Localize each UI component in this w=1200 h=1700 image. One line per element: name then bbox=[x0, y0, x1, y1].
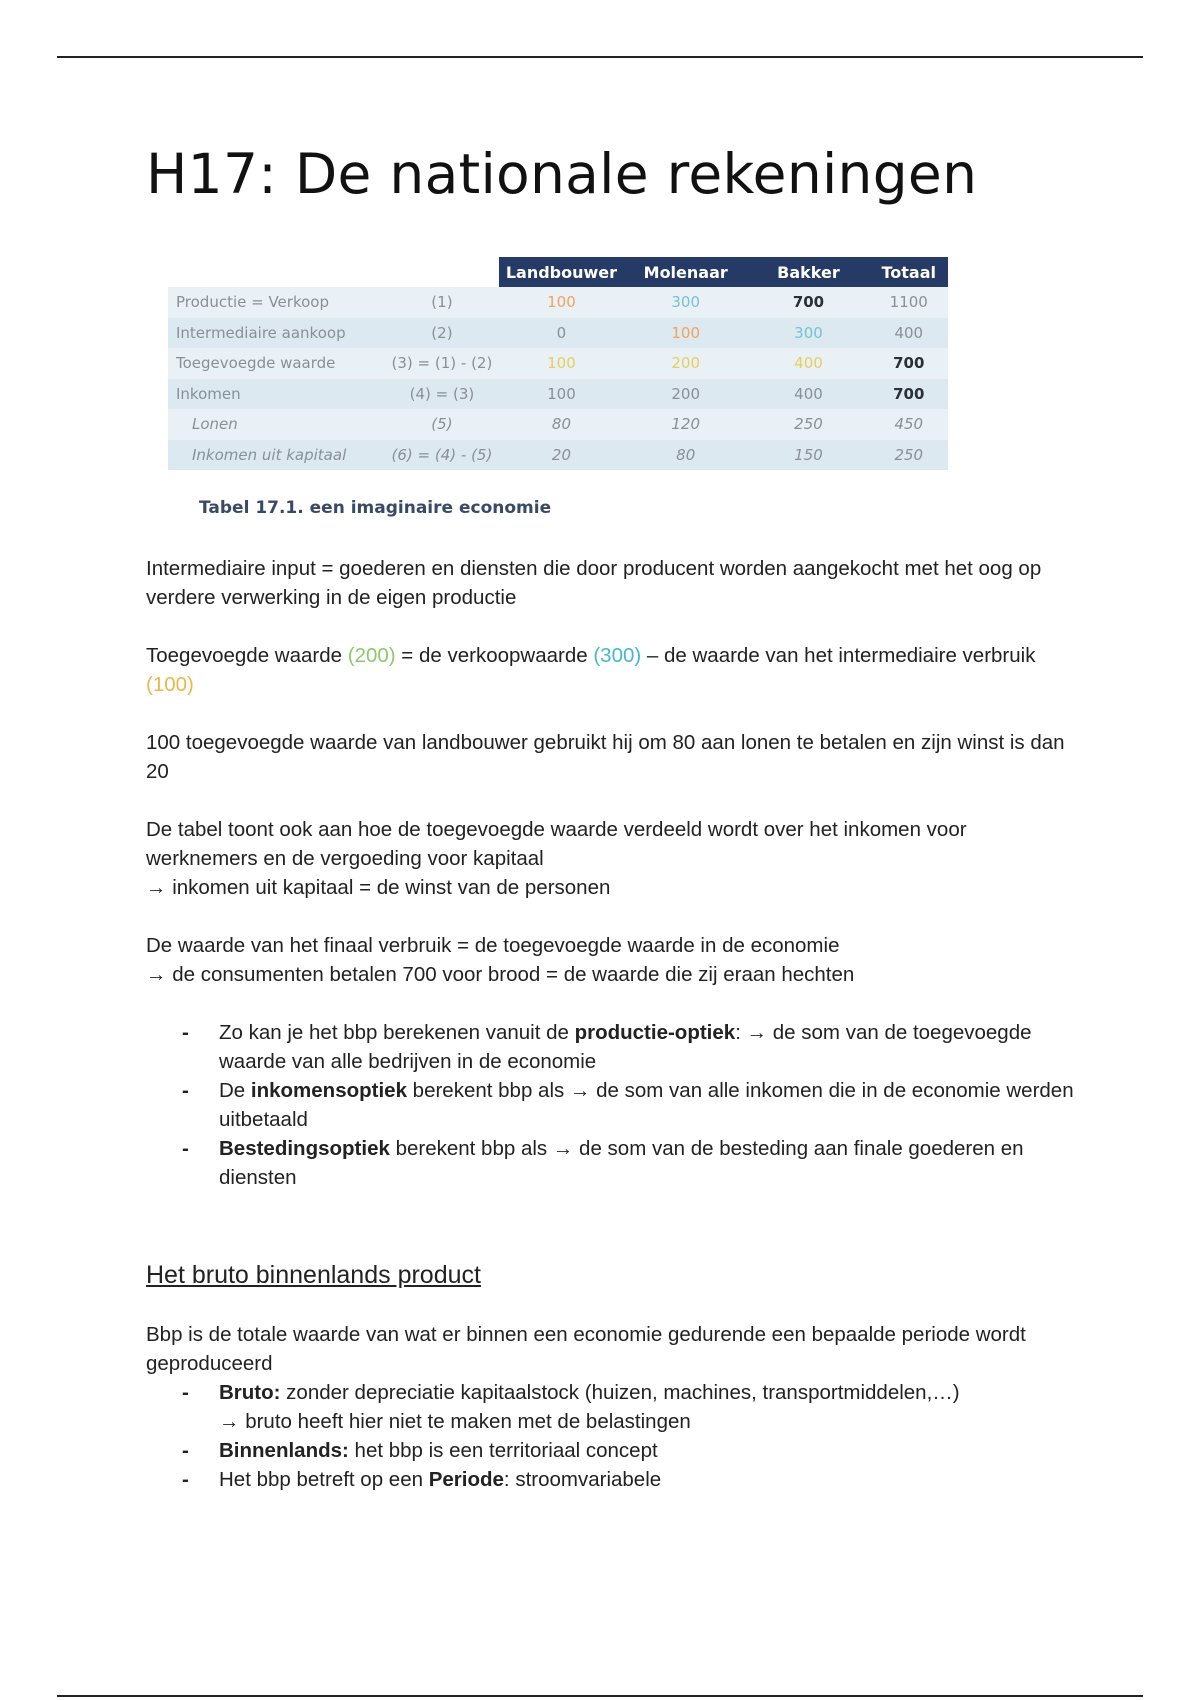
table-cell: 1100 bbox=[870, 287, 948, 318]
table-cell: 100 bbox=[499, 287, 624, 318]
table-cell: 0 bbox=[499, 318, 624, 349]
table-cell: 100 bbox=[499, 379, 624, 410]
table-cell: 250 bbox=[747, 409, 869, 440]
list-item bbox=[146, 1134, 1076, 1192]
table-cell: 250 bbox=[870, 440, 948, 471]
row-code: (5) bbox=[385, 409, 499, 440]
table-header-blank bbox=[385, 257, 499, 287]
paragraph-toegevoegde-waarde bbox=[146, 641, 1076, 699]
table-cell: 400 bbox=[870, 318, 948, 349]
row-code: (6) = (4) - (5) bbox=[385, 440, 499, 471]
table-row bbox=[168, 379, 948, 410]
document-body bbox=[146, 140, 1076, 1494]
text-fragment: berekent bbp als → de som van alle inkomen die in de economie werden uitbetaald bbox=[219, 1079, 1074, 1131]
economy-table-figure bbox=[168, 257, 1076, 518]
bold-term: Binnenlands: bbox=[219, 1439, 349, 1462]
text-fragment: = de verkoopwaarde bbox=[395, 644, 594, 667]
paragraph-tabel-toont bbox=[146, 815, 1076, 902]
page-title: H17: De nationale rekeningen bbox=[146, 142, 978, 206]
optieken-list bbox=[146, 1018, 1076, 1192]
bbp-list bbox=[146, 1378, 1076, 1494]
text-line: De waarde van het finaal verbruik = de toegevoegde waarde in de economie bbox=[146, 934, 840, 957]
list-item bbox=[146, 1436, 1076, 1465]
footer-rule bbox=[57, 1695, 1143, 1697]
bold-term: Periode bbox=[428, 1468, 504, 1491]
table-row bbox=[168, 287, 948, 318]
bold-term: Bruto: bbox=[219, 1381, 281, 1404]
row-label: Lonen bbox=[168, 409, 385, 440]
text-line: De tabel toont ook aan hoe de toegevoegde waarde verdeeld wordt over het inkomen voor werknemers en de vergoeding voor kapitaal bbox=[146, 818, 967, 870]
table-header-cell: Landbouwer bbox=[499, 257, 624, 287]
section-heading: Het bruto binnenlands product bbox=[146, 1261, 481, 1289]
list-item bbox=[146, 1465, 1076, 1494]
row-label: Inkomen bbox=[168, 379, 385, 410]
row-label: Productie = Verkoop bbox=[168, 287, 385, 318]
table-cell: 300 bbox=[624, 287, 747, 318]
text-line: → inkomen uit kapitaal = de winst van de personen bbox=[146, 876, 611, 899]
table-row bbox=[168, 318, 948, 349]
table-cell: 300 bbox=[747, 318, 869, 349]
bold-term: productie-optiek bbox=[574, 1021, 736, 1044]
economy-table bbox=[168, 257, 948, 470]
value-highlight: (300) bbox=[593, 644, 642, 667]
table-cell: 700 bbox=[747, 287, 869, 318]
table-cell: 20 bbox=[499, 440, 624, 471]
row-label: Toegevoegde waarde bbox=[168, 348, 385, 379]
row-code: (2) bbox=[385, 318, 499, 349]
table-header-cell: Molenaar bbox=[624, 257, 747, 287]
table-cell: 100 bbox=[624, 318, 747, 349]
table-cell: 700 bbox=[870, 379, 948, 410]
text-fragment: : stroomvariabele bbox=[503, 1468, 662, 1491]
text-fragment: berekent bbp als → de som van de besteding aan finale goederen en diensten bbox=[219, 1137, 1024, 1189]
row-code: (4) = (3) bbox=[385, 379, 499, 410]
text-fragment: zonder depreciatie kapitaalstock (huizen, machines, transportmiddelen,…) bbox=[280, 1381, 960, 1404]
text-fragment: : → de som van de toegevoegde waarde van alle bedrijven in de economie bbox=[219, 1021, 1032, 1073]
paragraph-finaal-verbruik bbox=[146, 931, 1076, 989]
table-cell: 400 bbox=[747, 348, 869, 379]
text-fragment: Zo kan je het bbp berekenen vanuit de bbox=[219, 1021, 575, 1044]
paragraph-landbouwer: 100 toegevoegde waarde van landbouwer gebruikt hij om 80 aan lonen te betalen en zijn winst is dan 20 bbox=[146, 731, 1065, 783]
list-item bbox=[146, 1076, 1076, 1134]
paragraph-intermediaire: Intermediaire input = goederen en diensten die door producent worden aangekocht met het oog op verdere verwerking in de eigen productie bbox=[146, 557, 1042, 609]
table-cell: 200 bbox=[624, 348, 747, 379]
row-code: (3) = (1) - (2) bbox=[385, 348, 499, 379]
table-cell: 700 bbox=[870, 348, 948, 379]
text-fragment: het bbp is een territoriaal concept bbox=[348, 1439, 658, 1462]
paragraph-bbp-intro: Bbp is de totale waarde van wat er binnen een economie gedurende een bepaalde periode wordt geproduceerd bbox=[146, 1323, 1026, 1375]
bold-term: Bestedingsoptiek bbox=[219, 1137, 390, 1160]
text-fragment: Het bbp betreft op een bbox=[219, 1468, 429, 1491]
row-label: Intermediaire aankoop bbox=[168, 318, 385, 349]
row-label: Inkomen uit kapitaal bbox=[168, 440, 385, 471]
table-header-cell: Totaal bbox=[870, 257, 948, 287]
table-header-blank bbox=[168, 257, 385, 287]
text-line: → de consumenten betalen 700 voor brood = de waarde die zij eraan hechten bbox=[146, 963, 855, 986]
table-cell: 120 bbox=[624, 409, 747, 440]
bold-term: inkomensoptiek bbox=[250, 1079, 407, 1102]
table-header-cell: Bakker bbox=[747, 257, 869, 287]
table-header-row bbox=[168, 257, 948, 287]
table-row bbox=[168, 348, 948, 379]
table-cell: 200 bbox=[624, 379, 747, 410]
text-fragment: Toegevoegde waarde bbox=[146, 644, 348, 667]
row-code: (1) bbox=[385, 287, 499, 318]
value-highlight: (200) bbox=[347, 644, 396, 667]
table-cell: 450 bbox=[870, 409, 948, 440]
table-cell: 400 bbox=[747, 379, 869, 410]
table-cell: 100 bbox=[499, 348, 624, 379]
table-cell: 80 bbox=[624, 440, 747, 471]
header-rule bbox=[57, 56, 1143, 58]
value-highlight: (100) bbox=[146, 673, 194, 696]
text-fragment: → bruto heeft hier niet te maken met de belastingen bbox=[219, 1410, 691, 1433]
table-cell: 80 bbox=[499, 409, 624, 440]
list-item bbox=[146, 1378, 1076, 1436]
table-cell: 150 bbox=[747, 440, 869, 471]
text-fragment: De bbox=[219, 1079, 251, 1102]
table-caption: Tabel 17.1. een imaginaire economie bbox=[199, 498, 552, 518]
list-item bbox=[146, 1018, 1076, 1076]
text-fragment: – de waarde van het intermediaire verbruik bbox=[641, 644, 1036, 667]
table-row bbox=[168, 440, 948, 471]
table-row bbox=[168, 409, 948, 440]
